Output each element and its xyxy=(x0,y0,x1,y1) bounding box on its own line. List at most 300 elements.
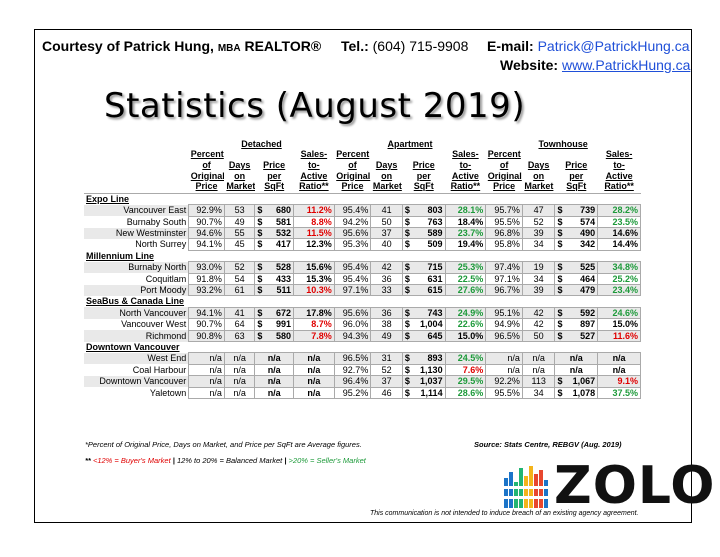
dollar-sign: $ xyxy=(557,307,563,318)
table-cell: 94.6% xyxy=(189,228,225,239)
table-row xyxy=(84,228,641,239)
table-cell: 7.8% xyxy=(294,330,335,341)
table-cell: n/a xyxy=(555,364,598,375)
section-title: Downtown Vancouver xyxy=(86,342,180,353)
price-value: 645 xyxy=(427,330,443,341)
table-cell: 28.2% xyxy=(598,205,641,216)
dollar-sign: $ xyxy=(404,273,410,284)
dollar-sign: $ xyxy=(557,228,563,238)
table-cell: 96.5% xyxy=(486,330,523,341)
table-cell: 33 xyxy=(371,285,403,296)
email-line xyxy=(487,38,690,54)
table-cell: 34 xyxy=(522,239,555,250)
dollar-sign: $ xyxy=(557,387,563,398)
column-header xyxy=(371,149,403,193)
column-header-line: Price xyxy=(341,181,364,192)
table-cell: n/a xyxy=(598,364,641,375)
dollar-sign: $ xyxy=(557,319,563,330)
table-cell: 90.8% xyxy=(189,330,225,341)
courtesy-line xyxy=(42,38,321,54)
table-cell: 25.2% xyxy=(598,273,641,284)
column-header-line: Days xyxy=(375,160,398,170)
dollar-sign: $ xyxy=(404,228,410,238)
column-header-line: on xyxy=(533,170,545,181)
table-cell: 7.6% xyxy=(445,364,486,375)
table-cell: 36 xyxy=(371,273,403,284)
table-cell xyxy=(402,376,445,387)
dollar-sign: $ xyxy=(404,239,410,250)
dollar-sign: $ xyxy=(257,239,263,250)
column-header-line: SqFt xyxy=(264,181,285,192)
column-header-line: Percent xyxy=(336,149,370,160)
table-cell: 8.8% xyxy=(294,216,335,227)
table-cell: 34 xyxy=(522,273,555,284)
price-value: 509 xyxy=(427,239,443,250)
table-cell: 24.5% xyxy=(445,353,486,364)
price-value: 479 xyxy=(580,285,596,296)
section-title: Expo Line xyxy=(86,193,130,204)
table-cell: 24.9% xyxy=(445,307,486,318)
table-cell: 28.6% xyxy=(445,387,486,398)
table-cell xyxy=(555,387,598,398)
table-cell xyxy=(555,319,598,330)
email-link[interactable]: Patrick@PatrickHung.ca xyxy=(537,38,690,54)
column-header xyxy=(522,149,555,193)
table-cell: 92.9% xyxy=(189,205,225,216)
column-header-line: Sales- xyxy=(300,149,328,160)
area-name: Burnaby North xyxy=(84,262,189,273)
table-cell: 19 xyxy=(522,262,555,273)
dollar-sign: $ xyxy=(557,285,563,296)
table-row xyxy=(84,216,641,227)
legend-balanced: 12% to 20% = Balanced Market xyxy=(176,456,283,465)
table-cell: 9.1% xyxy=(598,376,641,387)
dollar-sign: $ xyxy=(404,376,410,387)
column-header-line: Days xyxy=(228,160,251,170)
table-cell: 90.7% xyxy=(189,319,225,330)
table-cell xyxy=(402,307,445,318)
table-cell: 96.4% xyxy=(334,376,371,387)
table-cell xyxy=(402,285,445,296)
table-cell: 95.4% xyxy=(334,262,371,273)
price-value: 581 xyxy=(275,216,292,227)
column-header xyxy=(402,149,445,193)
column-header-line: Sales- xyxy=(605,149,633,160)
dollar-sign: $ xyxy=(257,216,263,227)
table-cell: n/a xyxy=(189,376,225,387)
group-header-apartment: Apartment xyxy=(387,139,433,149)
price-value: 589 xyxy=(427,228,443,238)
table-row xyxy=(84,364,641,375)
table-cell: n/a xyxy=(224,364,255,375)
price-value: 897 xyxy=(580,319,596,330)
website-link[interactable]: www.PatrickHung.ca xyxy=(561,57,691,73)
area-name: Port Moody xyxy=(84,285,189,296)
table-cell: 93.2% xyxy=(189,285,225,296)
dollar-sign: $ xyxy=(404,364,410,375)
table-cell: 34.8% xyxy=(598,262,641,273)
table-cell: 61 xyxy=(224,285,255,296)
column-header-line: Days xyxy=(527,160,550,170)
dollar-sign: $ xyxy=(257,319,263,330)
table-cell: 52 xyxy=(522,216,555,227)
table-cell: 31 xyxy=(371,353,403,364)
table-cell: 22.6% xyxy=(445,319,486,330)
price-value: 715 xyxy=(427,262,443,273)
table-cell xyxy=(255,330,294,341)
column-header xyxy=(224,149,255,193)
table-cell: 11.2% xyxy=(294,205,335,216)
table-cell xyxy=(555,307,598,318)
column-header-line: Active xyxy=(300,170,328,181)
table-cell xyxy=(402,353,445,364)
footnote: *Percent of Original Price, Days on Market, and Price per SqFt are Average figures. xyxy=(85,440,362,449)
area-name: Richmond xyxy=(84,330,189,341)
table-cell: 46 xyxy=(371,387,403,398)
blank-cell xyxy=(84,139,189,149)
section-title: Millennium Line xyxy=(86,250,155,261)
column-header-line: Price xyxy=(412,160,435,170)
table-cell: 15.0% xyxy=(445,330,486,341)
legend-sep: | xyxy=(172,456,175,465)
table-cell: 41 xyxy=(224,307,255,318)
table-cell: 92.2% xyxy=(486,376,523,387)
table-cell: 38 xyxy=(371,319,403,330)
column-header-line: of xyxy=(499,160,509,170)
section-row xyxy=(84,193,641,204)
dollar-sign: $ xyxy=(404,285,410,296)
table-cell: 23.4% xyxy=(598,285,641,296)
table-cell: 15.0% xyxy=(598,319,641,330)
table-cell xyxy=(402,330,445,341)
table-cell xyxy=(402,239,445,250)
table-cell: n/a xyxy=(294,387,335,398)
table-cell: n/a xyxy=(255,376,294,387)
column-header xyxy=(445,149,486,193)
column-header xyxy=(294,149,335,193)
table-cell: n/a xyxy=(486,353,523,364)
table-cell: 18.4% xyxy=(445,216,486,227)
column-header-line: Percent xyxy=(190,149,224,160)
table-cell: 94.1% xyxy=(189,307,225,318)
column-header xyxy=(598,149,641,193)
table-cell: 25.3% xyxy=(445,262,486,273)
table-cell: 95.8% xyxy=(486,239,523,250)
column-header-line: Price xyxy=(565,160,588,170)
table-cell: 91.8% xyxy=(189,273,225,284)
table-cell: 34 xyxy=(522,387,555,398)
price-value: 592 xyxy=(580,307,596,318)
table-cell: n/a xyxy=(294,364,335,375)
table-cell: n/a xyxy=(522,364,555,375)
dollar-sign: $ xyxy=(257,330,263,341)
table-cell: 37 xyxy=(371,228,403,239)
column-header-line: SqFt xyxy=(566,181,587,192)
realtor-text: REALTOR® xyxy=(244,38,322,54)
column-header-line: to- xyxy=(613,160,625,170)
price-value: 528 xyxy=(275,262,292,273)
table-cell: 95.7% xyxy=(486,205,523,216)
table-cell xyxy=(402,205,445,216)
price-value: 580 xyxy=(275,330,292,341)
dollar-sign: $ xyxy=(557,262,563,273)
table-cell: n/a xyxy=(255,353,294,364)
column-header-line: of xyxy=(348,160,357,170)
price-value: 763 xyxy=(427,216,443,227)
table-cell xyxy=(255,239,294,250)
price-value: 615 xyxy=(427,285,443,296)
column-header-line: per xyxy=(267,170,282,181)
price-value: 1,004 xyxy=(420,319,443,330)
table-cell: 96.8% xyxy=(486,228,523,239)
table-row xyxy=(84,319,641,330)
table-cell: 39 xyxy=(522,228,555,239)
table-cell: n/a xyxy=(555,353,598,364)
market-legend xyxy=(85,456,366,465)
area-name: North Surrey xyxy=(135,239,187,250)
dollar-sign: $ xyxy=(257,285,263,296)
table-cell xyxy=(255,205,294,216)
table-cell: 95.2% xyxy=(334,387,371,398)
table-cell: 15.6% xyxy=(294,262,335,273)
table-cell: 95.6% xyxy=(334,307,371,318)
dollar-sign: $ xyxy=(404,216,410,227)
table-cell: n/a xyxy=(189,387,225,398)
table-row xyxy=(84,205,641,216)
area-name: Yaletown xyxy=(149,387,187,398)
tel-value: (604) 715-9908 xyxy=(372,38,469,54)
dollar-sign: $ xyxy=(257,307,263,318)
table-cell: 37.5% xyxy=(598,387,641,398)
dollar-sign: $ xyxy=(257,228,263,238)
dollar-sign: $ xyxy=(404,330,410,341)
table-cell xyxy=(555,239,598,250)
area-name: Coal Harbour xyxy=(132,364,187,375)
section-row xyxy=(84,296,641,307)
email-label: E-mail: xyxy=(487,38,534,54)
table-cell: n/a xyxy=(224,387,255,398)
area-name: West End xyxy=(84,353,189,364)
area-name: Vancouver East xyxy=(84,205,189,216)
dollar-sign: $ xyxy=(557,216,563,227)
column-header-line: Sales- xyxy=(452,149,479,160)
table-cell: 50 xyxy=(371,216,403,227)
price-value: 893 xyxy=(427,353,443,364)
table-cell: 19.4% xyxy=(445,239,486,250)
table-cell xyxy=(402,262,445,273)
column-header-line: Active xyxy=(605,170,633,181)
area-name: Vancouver West xyxy=(121,319,187,330)
table-cell: 95.3% xyxy=(334,239,371,250)
table-cell: n/a xyxy=(189,364,225,375)
dollar-sign: $ xyxy=(404,353,410,364)
table-cell: 94.9% xyxy=(486,319,523,330)
table-cell: 29.5% xyxy=(445,376,486,387)
column-header-line: to- xyxy=(308,160,320,170)
dollar-sign: $ xyxy=(404,205,410,216)
table-row xyxy=(84,353,641,364)
table-cell xyxy=(555,262,598,273)
column-header-row xyxy=(84,149,641,193)
table-cell: 36 xyxy=(371,307,403,318)
table-cell xyxy=(255,319,294,330)
table-cell: n/a xyxy=(598,353,641,364)
source-note: Source: Stats Centre, REBGV (Aug. 2019) xyxy=(474,440,622,449)
legend-sep-2: | xyxy=(284,456,287,465)
price-value: 680 xyxy=(275,205,292,216)
column-header-line: Percent xyxy=(487,149,521,160)
price-value: 1,078 xyxy=(572,387,596,398)
dollar-sign: $ xyxy=(257,262,263,273)
table-cell: 53 xyxy=(224,205,255,216)
dollar-sign: $ xyxy=(257,205,263,216)
area-name: Downtown Vancouver xyxy=(84,376,189,387)
table-cell: 95.5% xyxy=(486,387,523,398)
table-cell: 37 xyxy=(371,376,403,387)
area-name: Burnaby South xyxy=(126,216,187,227)
table-cell: 90.7% xyxy=(189,216,225,227)
column-header xyxy=(555,149,598,193)
table-cell: 93.0% xyxy=(189,262,225,273)
table-cell xyxy=(255,273,294,284)
column-header-line: Price xyxy=(263,160,286,170)
price-value: 525 xyxy=(580,262,596,273)
column-header-line: Active xyxy=(451,170,479,181)
column-header-line: Market xyxy=(372,181,402,192)
table-cell: 97.1% xyxy=(486,273,523,284)
column-header xyxy=(334,149,371,193)
price-value: 490 xyxy=(580,228,596,238)
table-cell: 95.4% xyxy=(334,273,371,284)
table-cell xyxy=(255,262,294,273)
price-value: 631 xyxy=(427,273,443,284)
website-label: Website: xyxy=(500,57,559,73)
price-value: 574 xyxy=(580,216,596,227)
table-row xyxy=(84,285,641,296)
table-cell: n/a xyxy=(255,364,294,375)
table-cell xyxy=(555,273,598,284)
dollar-sign: $ xyxy=(557,205,563,216)
column-header-line: Price xyxy=(195,181,218,192)
table-cell: 52 xyxy=(224,262,255,273)
table-row xyxy=(84,273,641,284)
column-header-line: on xyxy=(234,170,246,181)
column-header xyxy=(486,149,523,193)
table-row xyxy=(84,330,641,341)
table-cell: 8.7% xyxy=(294,319,335,330)
table-cell: 95.1% xyxy=(486,307,523,318)
table-cell xyxy=(402,364,445,375)
table-row xyxy=(84,307,641,318)
column-header-line: Price xyxy=(493,181,516,192)
price-value: 743 xyxy=(427,307,443,318)
dollar-sign: $ xyxy=(257,273,263,284)
stats-table xyxy=(84,139,641,399)
table-cell: 63 xyxy=(224,330,255,341)
table-cell xyxy=(255,307,294,318)
table-cell xyxy=(555,285,598,296)
table-cell: 17.8% xyxy=(294,307,335,318)
table-cell: n/a xyxy=(224,353,255,364)
table-cell xyxy=(402,387,445,398)
table-cell: 22.5% xyxy=(445,273,486,284)
table-row xyxy=(84,376,641,387)
table-cell xyxy=(402,216,445,227)
table-cell: 40 xyxy=(371,239,403,250)
dollar-sign: $ xyxy=(557,239,563,250)
table-cell: n/a xyxy=(224,376,255,387)
price-value: 1,037 xyxy=(420,376,443,387)
table-cell: 96.0% xyxy=(334,319,371,330)
group-header-row xyxy=(84,139,641,149)
column-header-line: SqFt xyxy=(413,181,434,192)
price-value: 417 xyxy=(275,239,292,250)
tel-line xyxy=(341,38,468,54)
table-row xyxy=(84,262,641,273)
price-value: 672 xyxy=(275,307,292,318)
table-cell: n/a xyxy=(255,387,294,398)
table-cell xyxy=(555,330,598,341)
table-cell xyxy=(555,376,598,387)
table-cell: 14.4% xyxy=(598,239,641,250)
column-header-line: on xyxy=(381,170,393,181)
table-cell xyxy=(255,228,294,239)
price-value: 991 xyxy=(275,319,292,330)
price-value: 527 xyxy=(580,330,596,341)
tel-label: Tel.: xyxy=(341,38,369,54)
price-value: 803 xyxy=(427,205,443,216)
table-cell: 94.2% xyxy=(334,216,371,227)
column-header-line: Ratio** xyxy=(450,181,481,192)
table-cell: 92.7% xyxy=(334,364,371,375)
table-cell xyxy=(402,273,445,284)
disclaimer: This communication is not intended to induce breach of an existing agency agreement. xyxy=(370,510,639,517)
table-cell: 11.5% xyxy=(294,228,335,239)
zolo-logo-text: ZOLO xyxy=(554,456,716,516)
column-header-line: to- xyxy=(459,160,472,170)
table-cell xyxy=(255,216,294,227)
table-cell: 11.6% xyxy=(598,330,641,341)
column-header-line: Original xyxy=(336,170,371,181)
table-cell: 94.1% xyxy=(189,239,225,250)
table-cell: 97.4% xyxy=(486,262,523,273)
table-cell: n/a xyxy=(189,353,225,364)
table-cell xyxy=(255,285,294,296)
table-cell: 42 xyxy=(371,262,403,273)
table-cell: 15.3% xyxy=(294,273,335,284)
mba-text: MBA xyxy=(217,43,241,54)
table-cell: 47 xyxy=(522,205,555,216)
website-line xyxy=(500,57,690,73)
table-row xyxy=(84,387,641,398)
group-header-townhouse: Townhouse xyxy=(538,139,588,149)
group-header-detached: Detached xyxy=(241,139,282,149)
column-header-line: Original xyxy=(190,170,225,181)
table-cell: 113 xyxy=(522,376,555,387)
courtesy-text: Courtesy of Patrick Hung, xyxy=(42,38,214,54)
price-value: 511 xyxy=(276,285,292,296)
table-cell: 28.1% xyxy=(445,205,486,216)
section-title: SeaBus & Canada Line xyxy=(86,296,185,307)
table-cell: 23.5% xyxy=(598,216,641,227)
column-header xyxy=(255,149,294,193)
table-cell: 14.6% xyxy=(598,228,641,239)
dollar-sign: $ xyxy=(404,387,410,398)
column-header-line: per xyxy=(416,170,431,181)
price-value: 464 xyxy=(580,273,596,284)
table-row xyxy=(84,239,641,250)
table-cell: 42 xyxy=(522,319,555,330)
